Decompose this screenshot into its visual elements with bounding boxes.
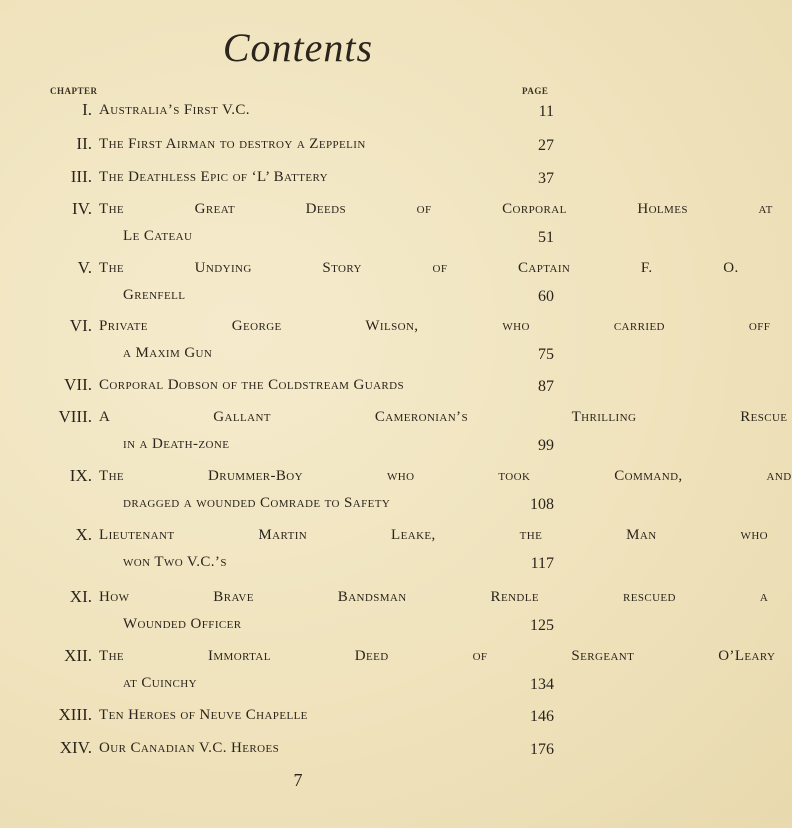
page-ref: 51 — [538, 229, 554, 246]
chapter-number: XII. — [64, 646, 92, 665]
chapter-title-line: Corporal Dobson of the Coldstream Guards — [99, 377, 405, 393]
chapter-title-line: Lieutenant Martin Leake, the Man who — [99, 527, 769, 543]
chapter-title-line: Our Canadian V.C. Heroes — [99, 740, 280, 756]
chapter-title-line: The Deathless Epic of ‘L’ Battery — [99, 169, 328, 185]
page-ref: 11 — [538, 103, 554, 120]
page-ref: 108 — [530, 496, 554, 513]
chapter-title-line: won Two V.C.’s — [123, 554, 227, 570]
page-ref: 75 — [538, 346, 554, 363]
page-column-label: PAGE — [522, 86, 549, 96]
chapter-number: IX. — [69, 466, 92, 485]
chapter-title-line: The Immortal Deed of Sergeant O’Leary — [99, 648, 776, 664]
chapter-number: XI. — [69, 587, 92, 606]
chapter-number: I. — [82, 100, 92, 119]
chapter-title-line: Wounded Officer — [123, 616, 242, 632]
chapter-number: III. — [70, 167, 92, 186]
chapter-title-line: The Drummer-Boy who took Command, and — [99, 468, 792, 484]
chapter-title-line: The First Airman to destroy a Zeppelin — [99, 136, 366, 152]
chapter-number: VII. — [64, 375, 92, 394]
chapter-number: IV. — [72, 199, 92, 218]
page-ref: 37 — [538, 170, 554, 187]
chapter-title-line: How Brave Bandsman Rendle rescued a — [99, 589, 769, 605]
chapter-title-line: Grenfell — [123, 287, 186, 303]
chapter-title-line: The Undying Story of Captain F. O. — [99, 260, 739, 276]
page-ref: 99 — [538, 437, 554, 454]
page-number: 7 — [293, 770, 303, 790]
chapter-title-line: The Great Deeds of Corporal Holmes at — [99, 201, 773, 217]
chapter-title-line: in a Death-zone — [123, 436, 230, 452]
chapter-number: II. — [76, 134, 92, 153]
chapter-number: VI. — [69, 316, 92, 335]
chapter-title-line: A Gallant Cameronian’s Thrilling Rescue — [99, 409, 788, 425]
page-ref: 146 — [530, 708, 554, 725]
page-ref: 87 — [538, 378, 554, 395]
chapter-number: XIV. — [59, 738, 92, 757]
chapter-number: XIII. — [58, 705, 92, 724]
page-ref: 125 — [530, 617, 554, 634]
chapter-title-line: a Maxim Gun — [123, 345, 213, 361]
chapter-number: VIII. — [58, 407, 92, 426]
page-ref: 27 — [538, 137, 554, 154]
chapter-number: X. — [75, 525, 92, 544]
chapter-number: V. — [77, 258, 92, 277]
chapter-title-line: Le Cateau — [123, 228, 193, 244]
chapter-column-label: CHAPTER — [50, 86, 98, 96]
chapter-title-line: at Cuinchy — [123, 675, 197, 691]
chapter-title-line: Ten Heroes of Neuve Chapelle — [99, 707, 308, 723]
chapter-title-line: Private George Wilson, who carried off — [99, 318, 771, 334]
page-ref: 176 — [530, 741, 554, 758]
page-title: Contents — [222, 25, 374, 70]
chapter-title-line: Australia’s First V.C. — [99, 102, 250, 118]
page-ref: 117 — [530, 555, 554, 572]
chapter-title-line: dragged a wounded Comrade to Safety — [123, 495, 391, 511]
page-ref: 134 — [530, 676, 554, 693]
page-ref: 60 — [538, 288, 554, 305]
